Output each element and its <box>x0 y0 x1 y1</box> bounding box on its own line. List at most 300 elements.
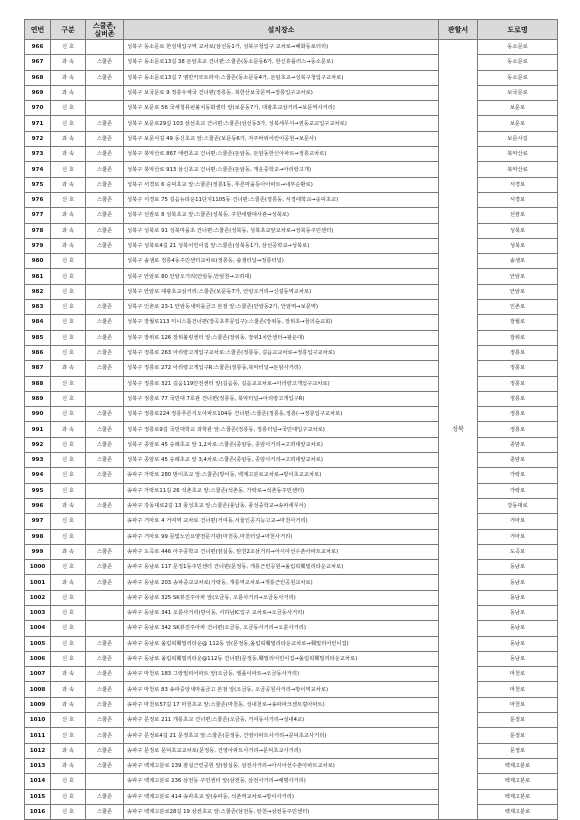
table-row <box>25 162 558 177</box>
row-type: 과 속 <box>51 177 86 192</box>
row-type: 과 속 <box>51 55 86 70</box>
row-road: 동남로 <box>478 590 558 605</box>
row-type: 신 호 <box>51 391 86 406</box>
table-row <box>25 743 558 758</box>
row-type: 과 속 <box>51 667 86 682</box>
table-row <box>25 453 558 468</box>
table-row <box>25 85 558 100</box>
row-type: 신 호 <box>51 254 86 269</box>
row-number: 1015 <box>25 789 51 804</box>
row-zone: 스쿨존 <box>86 208 124 223</box>
row-road: 보문로 <box>478 101 558 116</box>
table-row <box>25 713 558 728</box>
row-location: 성북구 정릉로9길 국민대학교 과학관 앞:스쿨존(정릉동, 정릉터널→국민대입구교차로) <box>124 422 439 437</box>
row-type: 신 호 <box>51 192 86 207</box>
row-zone: 스쿨존 <box>86 651 124 666</box>
table-row <box>25 330 558 345</box>
row-location: 성북구 성북로 91 성북마을초 건너편:스쿨존(성북동, 성북초교앞교차로→성북동주민센터) <box>124 223 439 238</box>
row-location: 송파구 동남로 올림픽훼밀리타운@ 112동 앞(문정동,올림픽훼밀리타운교차로→훼밀리어린이집) <box>124 636 439 651</box>
row-type: 과 속 <box>51 208 86 223</box>
row-number: 1013 <box>25 758 51 773</box>
row-zone: 스쿨존 <box>86 300 124 315</box>
row-location: 성북구 북악산로 913 삼신초교 건너편:스쿨존(돈암동, 개운중학교→아리랑고개) <box>124 162 439 177</box>
row-zone <box>86 376 124 391</box>
row-location: 성북구 보문로 56 국세청뮤펀볼치동화센터 앞(보문동7가, 대광초교삼거리→보문역사거리) <box>124 101 439 116</box>
row-number: 1009 <box>25 697 51 712</box>
row-location: 송파구 동남로 325 SK뷰진주아파 앞(오금동, 오륜사거리→오금동사거리) <box>124 590 439 605</box>
row-number: 968 <box>25 70 51 85</box>
row-type: 신 호 <box>51 437 86 452</box>
row-road: 강동대로 <box>478 498 558 513</box>
row-location: 성북구 보문사길 49 동신초교 앞:스쿨존(보문동6가, 자주바위어린이공원→보문사) <box>124 131 439 146</box>
row-road: 동남로 <box>478 560 558 575</box>
row-location: 송파구 동남로 203 송파중교교차로(가락동, 개롱역교차로→개롱근린공원교차로) <box>124 575 439 590</box>
row-number: 980 <box>25 254 51 269</box>
table-row <box>25 697 558 712</box>
row-number: 976 <box>25 192 51 207</box>
row-road: 동남로 <box>478 636 558 651</box>
row-location: 성북구 장위로 126 장위볼링센터 앞:스쿨존(장위동, 장위1치안센터→광운대) <box>124 330 439 345</box>
table-row <box>25 376 558 391</box>
row-type: 신 호 <box>51 376 86 391</box>
row-number: 988 <box>25 376 51 391</box>
row-road: 동남로 <box>478 575 558 590</box>
table-row <box>25 514 558 529</box>
row-location: 성북구 보국문로 9 정릉우체국 건너편(정릉동, 북한산보국문역→정릉입구교차로) <box>124 85 439 100</box>
row-type: 과 속 <box>51 131 86 146</box>
table-row <box>25 590 558 605</box>
header-type: 구분 <box>51 20 86 40</box>
table-row <box>25 55 558 70</box>
row-location: 송파구 동남로 올림픽훼밀리타운@112동 건너편(문정동,훼밀리어린이집→올림픽훼밀리타운교차로) <box>124 651 439 666</box>
row-road: 정릉로 <box>478 422 558 437</box>
row-road: 동남로 <box>478 605 558 620</box>
row-type: 신 호 <box>51 713 86 728</box>
row-number: 983 <box>25 300 51 315</box>
table-row <box>25 40 558 55</box>
row-type: 신 호 <box>51 529 86 544</box>
row-number: 1005 <box>25 636 51 651</box>
row-type: 신 호 <box>51 774 86 789</box>
row-zone: 스쿨존 <box>86 697 124 712</box>
row-type: 신 호 <box>51 483 86 498</box>
row-number: 969 <box>25 85 51 100</box>
row-road: 백제고분로 <box>478 758 558 773</box>
camera-location-table <box>24 19 558 820</box>
row-road: 서경로 <box>478 192 558 207</box>
table-row <box>25 804 558 819</box>
row-zone: 스쿨존 <box>86 789 124 804</box>
row-location: 성북구 선잠로 8 성북초교 앞:스쿨존(성북동, 주한네팔대사관→성북로) <box>124 208 439 223</box>
row-location: 성북구 정릉로 272 아리랑고개입구R:스쿨존(정릉동,북악터널→돈암사거리) <box>124 361 439 376</box>
table-row <box>25 345 558 360</box>
row-location: 송파구 문정로4길 21 문정초교 앞:스쿨존(문정동, 건영아파트사거리→문덕초교사거리) <box>124 728 439 743</box>
row-location: 송파구 백제고분로 414 송파초교 앞(송파동, 석촌역교차로→방이사거리) <box>124 789 439 804</box>
row-number: 973 <box>25 147 51 162</box>
header-office: 관할서 <box>439 20 478 40</box>
row-type: 과 속 <box>51 422 86 437</box>
row-number: 984 <box>25 315 51 330</box>
row-road: 마천로 <box>478 697 558 712</box>
table-row <box>25 498 558 513</box>
row-road: 마천로 <box>478 667 558 682</box>
row-number: 982 <box>25 284 51 299</box>
row-location: 성북구 성북로4길 21 성북어린이집 앞:스쿨존(성북동1가, 삼선중학교→성북로) <box>124 238 439 253</box>
table-row <box>25 70 558 85</box>
row-number: 981 <box>25 269 51 284</box>
row-zone: 스쿨존 <box>86 147 124 162</box>
row-type: 과 속 <box>51 697 86 712</box>
row-type: 과 속 <box>51 147 86 162</box>
row-road: 북악산로 <box>478 147 558 162</box>
row-zone <box>86 101 124 116</box>
row-zone: 스쿨존 <box>86 728 124 743</box>
row-number: 1012 <box>25 743 51 758</box>
row-zone <box>86 605 124 620</box>
row-zone <box>86 483 124 498</box>
row-zone: 스쿨존 <box>86 713 124 728</box>
row-road: 동남로 <box>478 651 558 666</box>
row-zone: 스쿨존 <box>86 544 124 559</box>
row-road: 선잠로 <box>478 208 558 223</box>
header-no: 연번 <box>25 20 51 40</box>
row-zone: 스쿨존 <box>86 361 124 376</box>
row-zone: 스쿨존 <box>86 345 124 360</box>
row-zone: 스쿨존 <box>86 453 124 468</box>
row-type: 신 호 <box>51 651 86 666</box>
row-location: 성북구 안암로 대광초교삼거리:스쿨존(보문동7가, 안암오거리→신설동역교차로) <box>124 284 439 299</box>
row-number: 1008 <box>25 682 51 697</box>
row-location: 송파구 백제고분로 139 잠실근린공원 앞(잠실동, 삼전사거리→아시아선수촌아파트교차로) <box>124 758 439 773</box>
row-zone: 스쿨존 <box>86 498 124 513</box>
row-zone <box>86 85 124 100</box>
row-location: 성북구 정릉로224 정릉푸른지오아파트104동 건너편:스쿨존(정릉동,정릉(-→정릉입구교차로) <box>124 407 439 422</box>
row-road: 가락로 <box>478 468 558 483</box>
row-road: 정릉로 <box>478 376 558 391</box>
table-row <box>25 116 558 131</box>
row-location: 송파구 동남로 117 문정1동주민센터 건너편(문정동, 개롱근린공원→올림픽훼밀리타운교차로) <box>124 560 439 575</box>
row-zone: 스쿨존 <box>86 758 124 773</box>
row-road: 인촌로 <box>478 300 558 315</box>
row-location: 성북구 정릉로 77 국민대 7호관 건너편(정릉동, 북악터널→아리랑고개입구R) <box>124 391 439 406</box>
row-road: 문정로 <box>478 728 558 743</box>
row-type: 신 호 <box>51 621 86 636</box>
row-number: 1007 <box>25 667 51 682</box>
row-number: 1014 <box>25 774 51 789</box>
row-number: 997 <box>25 514 51 529</box>
table-row <box>25 544 558 559</box>
row-number: 990 <box>25 407 51 422</box>
row-road: 서경로 <box>478 177 558 192</box>
row-zone <box>86 590 124 605</box>
row-location: 성북구 종암로 45 숭례초교 앞 1,2차로:스쿨존(종암동, 종암사거리→고려대앞교차로) <box>124 437 439 452</box>
table-header-row <box>25 20 558 40</box>
row-road: 종암로 <box>478 437 558 452</box>
row-road: 북악산로 <box>478 162 558 177</box>
row-road: 솔샘로 <box>478 254 558 269</box>
row-number: 994 <box>25 468 51 483</box>
row-number: 996 <box>25 498 51 513</box>
row-number: 977 <box>25 208 51 223</box>
row-location: 송파구 마천로57길 17 마천초교 앞:스쿨존(마천동, 성내천로→송파파크센트럴아파트) <box>124 697 439 712</box>
row-zone: 스쿨존 <box>86 437 124 452</box>
row-type: 과 속 <box>51 575 86 590</box>
table-row <box>25 758 558 773</box>
row-location: 성북구 장월로113 미니스톱건너편(장곡초후문입구):스쿨존(장위동, 장위초→꿈의숲교회) <box>124 315 439 330</box>
row-road: 문정로 <box>478 743 558 758</box>
row-road: 안암로 <box>478 269 558 284</box>
table-row <box>25 300 558 315</box>
row-type: 신 호 <box>51 101 86 116</box>
row-location: 송파구 가락로 280 방이초교 앞:스쿨존(방이동, 백제고분로교차로→방이초교교차로) <box>124 468 439 483</box>
row-number: 971 <box>25 116 51 131</box>
row-number: 972 <box>25 131 51 146</box>
row-type: 신 호 <box>51 468 86 483</box>
row-location: 성북구 동소문로 한성대입구역 교차로(삼선동1가, 성북구청입구 교차로→혜화동로터리) <box>124 40 439 55</box>
row-road: 정릉로 <box>478 407 558 422</box>
table-row <box>25 575 558 590</box>
row-number: 1004 <box>25 621 51 636</box>
row-zone <box>86 514 124 529</box>
header-road: 도로명 <box>478 20 558 40</box>
row-number: 989 <box>25 391 51 406</box>
row-number: 1002 <box>25 590 51 605</box>
row-number: 974 <box>25 162 51 177</box>
row-road: 정릉로 <box>478 391 558 406</box>
row-number: 1006 <box>25 651 51 666</box>
table-row <box>25 560 558 575</box>
row-zone <box>86 621 124 636</box>
table-row <box>25 407 558 422</box>
row-location: 성북구 서경로 75 길음뉴타운11단지1105동 건너편:스쿨존(정릉동, 서경대학교→숭덕초교) <box>124 192 439 207</box>
row-number: 1011 <box>25 728 51 743</box>
row-type: 과 속 <box>51 498 86 513</box>
table-row <box>25 682 558 697</box>
table-row <box>25 789 558 804</box>
row-road: 동소문로 <box>478 55 558 70</box>
row-location: 성북구 종암로 45 숭례초교 앞 3,4차로:스쿨존(종암동, 종암사거리→고려대앞교차로) <box>124 453 439 468</box>
table-row <box>25 192 558 207</box>
row-number: 966 <box>25 40 51 55</box>
row-type: 과 속 <box>51 361 86 376</box>
row-zone: 스쿨존 <box>86 422 124 437</box>
row-location: 송파구 거마로 4 거여역 교차로 건너편(거여동,서울인공지능고교→마천사거리) <box>124 514 439 529</box>
row-number: 979 <box>25 238 51 253</box>
row-location: 성북구 안암로 80 안암오거리(안암동,안암천→고려대) <box>124 269 439 284</box>
row-road: 장위로 <box>478 330 558 345</box>
row-number: 967 <box>25 55 51 70</box>
table-row <box>25 315 558 330</box>
row-location: 송파구 백제고분로28길 19 삼전초교 앞:스쿨존(삼전동, 탄천→삼전동주민센터) <box>124 804 439 819</box>
header-location: 설치장소 <box>124 20 439 40</box>
row-road: 거마로 <box>478 514 558 529</box>
table-row <box>25 529 558 544</box>
row-zone: 스쿨존 <box>86 804 124 819</box>
row-location: 성북구 북악산로 867 애련초교 건너편:스쿨존(돈암동, 돈암동한신아파트→정릉교차로) <box>124 147 439 162</box>
row-zone: 스쿨존 <box>86 55 124 70</box>
office-cell: 성북 <box>439 40 478 820</box>
row-road: 정릉로 <box>478 345 558 360</box>
row-type: 신 호 <box>51 116 86 131</box>
row-zone: 스쿨존 <box>86 667 124 682</box>
row-road: 종암로 <box>478 453 558 468</box>
row-type: 신 호 <box>51 162 86 177</box>
row-number: 987 <box>25 361 51 376</box>
row-road: 정릉로 <box>478 361 558 376</box>
row-road: 장월로 <box>478 315 558 330</box>
table-row <box>25 223 558 238</box>
row-type: 신 호 <box>51 636 86 651</box>
header-zone: 스쿨존, 실버존 <box>86 20 124 40</box>
row-road: 안암로 <box>478 284 558 299</box>
row-zone: 스쿨존 <box>86 131 124 146</box>
row-location: 송파구 도곡로 446 아주중학교 건너편(잠실동, 탄천2교삼거리→아시아선수촌아파트교차로) <box>124 544 439 559</box>
row-number: 993 <box>25 453 51 468</box>
row-type: 과 속 <box>51 682 86 697</box>
table-row <box>25 651 558 666</box>
row-number: 1010 <box>25 713 51 728</box>
row-type: 신 호 <box>51 560 86 575</box>
row-road: 보국문로 <box>478 85 558 100</box>
row-number: 991 <box>25 422 51 437</box>
row-location: 송파구 마천로 183 그랑빌리어파트 앞(오금동, 엘플이파트→오금동사거리) <box>124 667 439 682</box>
row-road: 동남로 <box>478 621 558 636</box>
table-row <box>25 483 558 498</box>
table-row <box>25 147 558 162</box>
row-location: 송파구 강동대로2길 13 풍성초교 앞:스쿨존(풍납동, 풍성중학교→송파세무서) <box>124 498 439 513</box>
row-location: 송파구 마천로 83 송파중앙새마을금고 본점 앞(오금동, 오금공원사거리→방이역교차로) <box>124 682 439 697</box>
table-row <box>25 605 558 620</box>
table-row <box>25 284 558 299</box>
row-zone: 스쿨존 <box>86 70 124 85</box>
row-zone: 스쿨존 <box>86 223 124 238</box>
row-type: 과 속 <box>51 743 86 758</box>
row-type: 과 속 <box>51 223 86 238</box>
row-location: 성북구 정릉로 321 길음119안전센터 앞(길음동, 길음교교차로→아리랑고개입구교차로) <box>124 376 439 391</box>
row-number: 1000 <box>25 560 51 575</box>
row-type: 신 호 <box>51 345 86 360</box>
row-number: 1003 <box>25 605 51 620</box>
row-zone: 스쿨존 <box>86 315 124 330</box>
row-zone: 스쿨존 <box>86 682 124 697</box>
row-road: 보문로 <box>478 116 558 131</box>
table-row <box>25 101 558 116</box>
row-zone: 스쿨존 <box>86 407 124 422</box>
row-type: 신 호 <box>51 804 86 819</box>
row-location: 성북구 인촌로 23-1 안암동새마을금고 본점 앞:스쿨존(안암동2가, 안암역→보문역) <box>124 300 439 315</box>
row-zone: 스쿨존 <box>86 743 124 758</box>
row-type: 과 속 <box>51 70 86 85</box>
row-zone: 스쿨존 <box>86 162 124 177</box>
row-number: 992 <box>25 437 51 452</box>
row-location: 송파구 거마로 99 문빛노인요양전문기관(마천동,마천터널→마천사거리) <box>124 529 439 544</box>
row-type: 신 호 <box>51 453 86 468</box>
table-row <box>25 391 558 406</box>
row-zone: 스쿨존 <box>86 192 124 207</box>
row-road: 도곡로 <box>478 544 558 559</box>
row-type: 과 속 <box>51 85 86 100</box>
table-body <box>25 40 558 820</box>
row-type: 신 호 <box>51 590 86 605</box>
row-location: 송파구 문정로 문덕초교교차로(문정동, 건영아파트사거리→문덕초교사거리) <box>124 743 439 758</box>
table-row <box>25 437 558 452</box>
row-number: 1016 <box>25 804 51 819</box>
row-location: 송파구 문정로 211 개롱초교 건너편:스쿨존(오금동, 거여동사거리→성내4교) <box>124 713 439 728</box>
row-type: 신 호 <box>51 269 86 284</box>
row-road: 백제고분로 <box>478 804 558 819</box>
row-zone <box>86 40 124 55</box>
row-zone: 스쿨존 <box>86 636 124 651</box>
row-road: 문정로 <box>478 713 558 728</box>
row-zone <box>86 529 124 544</box>
row-number: 975 <box>25 177 51 192</box>
row-type: 신 호 <box>51 315 86 330</box>
row-type: 신 호 <box>51 728 86 743</box>
row-type: 신 호 <box>51 300 86 315</box>
row-type: 과 속 <box>51 544 86 559</box>
row-number: 999 <box>25 544 51 559</box>
table-row <box>25 238 558 253</box>
table-row <box>25 177 558 192</box>
row-location: 송파구 동남로 342 SK뷰진주아파 건너편(오금동, 오금동사거리→오륜사거리) <box>124 621 439 636</box>
row-type: 신 호 <box>51 789 86 804</box>
row-type: 신 호 <box>51 407 86 422</box>
row-road: 성북로 <box>478 223 558 238</box>
row-road: 동소문로 <box>478 70 558 85</box>
row-location: 성북구 서경로 6 숭덕초교 앞:스쿨존(정릉1동, 푸른마을동아아파트→내부순환로) <box>124 177 439 192</box>
row-type: 과 속 <box>51 238 86 253</box>
row-number: 1001 <box>25 575 51 590</box>
row-zone: 스쿨존 <box>86 238 124 253</box>
table-row <box>25 422 558 437</box>
enforcement-camera-list <box>24 19 557 820</box>
row-number: 998 <box>25 529 51 544</box>
table-row <box>25 728 558 743</box>
row-location: 송파구 동남로 341 오륜사거리(방이동, 서하남IC입구 교차로→오금동사거리) <box>124 605 439 620</box>
row-zone: 스쿨존 <box>86 177 124 192</box>
row-road: 백제고분로 <box>478 789 558 804</box>
row-location: 송파구 가락로11길 26 석촌초교 앞:스쿨존(석촌동, 가락로→석촌동주민센터) <box>124 483 439 498</box>
row-road: 동소문로 <box>478 40 558 55</box>
table-row <box>25 621 558 636</box>
row-zone: 스쿨존 <box>86 330 124 345</box>
row-type: 신 호 <box>51 330 86 345</box>
row-road: 보문사길 <box>478 131 558 146</box>
row-zone <box>86 284 124 299</box>
row-number: 970 <box>25 101 51 116</box>
table-row <box>25 667 558 682</box>
row-number: 985 <box>25 330 51 345</box>
row-type: 신 호 <box>51 40 86 55</box>
row-type: 신 호 <box>51 605 86 620</box>
table-row <box>25 208 558 223</box>
row-location: 성북구 솔샘로 정릉4동주민센터교차로(정릉동, 솔샘터널→정릉터널) <box>124 254 439 269</box>
row-number: 986 <box>25 345 51 360</box>
row-zone <box>86 269 124 284</box>
row-road: 마천로 <box>478 682 558 697</box>
row-road: 가락로 <box>478 483 558 498</box>
row-zone <box>86 254 124 269</box>
row-location: 성북구 동소문로13길 7 엠만카모트라자:스쿨존(동소문동4가, 돈암초교→성북구청입구교차로) <box>124 70 439 85</box>
table-row <box>25 254 558 269</box>
row-zone: 스쿨존 <box>86 575 124 590</box>
row-zone <box>86 391 124 406</box>
row-road: 거마로 <box>478 529 558 544</box>
row-road: 성북로 <box>478 238 558 253</box>
row-type: 과 속 <box>51 758 86 773</box>
table-row <box>25 361 558 376</box>
row-type: 신 호 <box>51 514 86 529</box>
